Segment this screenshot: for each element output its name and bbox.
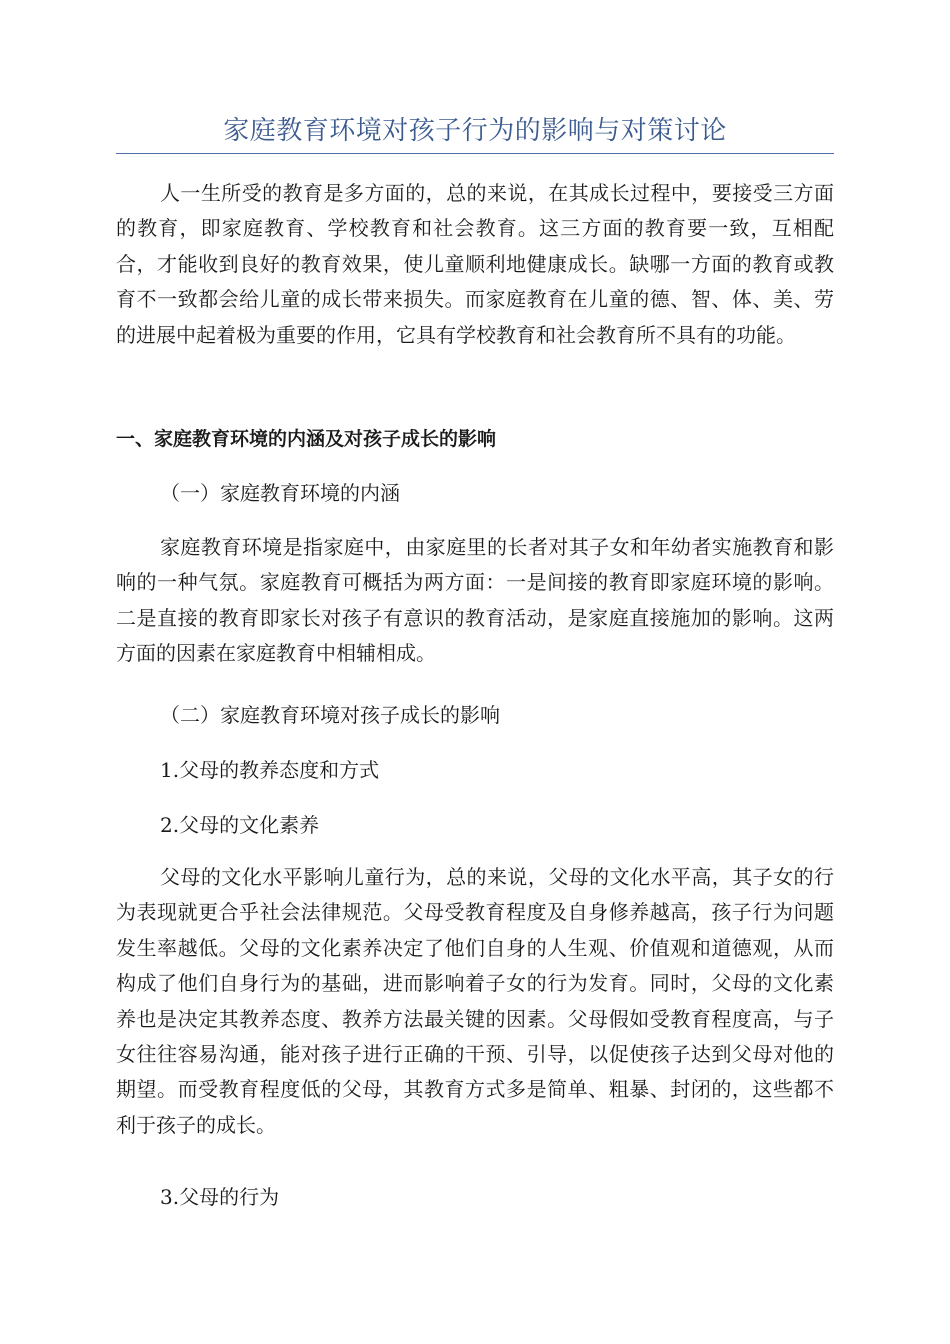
list-item-1: 1.父母的教养态度和方式 bbox=[160, 758, 380, 782]
subsection-heading-1: （一）家庭教育环境的内涵 bbox=[160, 481, 400, 505]
section-heading-1: 一、家庭教育环境的内涵及对孩子成长的影响 bbox=[116, 428, 497, 450]
list-item-3: 3.父母的行为 bbox=[160, 1185, 280, 1209]
title-underline bbox=[116, 153, 834, 154]
subsection-1-paragraph: 家庭教育环境是指家庭中，由家庭里的长者对其子女和年幼者实施教育和影响的一种气氛。家庭教育可概括为两方面：一是间接的教育即家庭环境的影响。二是直接的教育即家长对孩子有意识的教育活动，是家庭直接施加的影响。这两方面的因素在家庭教育中相辅相成。 bbox=[116, 535, 834, 666]
document-title: 家庭教育环境对孩子行为的影响与对策讨论 bbox=[223, 116, 727, 146]
subsection-heading-2: （二）家庭教育环境对孩子成长的影响 bbox=[160, 703, 500, 727]
list-item-2-paragraph: 父母的文化水平影响儿童行为，总的来说，父母的文化水平高，其子女的行为表现就更合乎社会法律规范。父母受教育程度及自身修养越高，孩子行为问题发生率越低。父母的文化素养决定了他们自身的人生观、价值观和道德观，从而构成了他们自身行为的基础，进而影响着子女的行为发育。同时，父母的文化素养也是决定其教养态度、教养方法最关键的因素。父母假如受教育程度高，与子女往往容易沟通，能对孩子进行正确的干预、引导，以促使孩子达到父母对他的期望。而受教育程度低的父母，其教育方式多是简单、粗暴、封闭的，这些都不利于孩子的成长。 bbox=[116, 865, 834, 1137]
list-item-2: 2.父母的文化素养 bbox=[160, 813, 320, 837]
intro-paragraph: 人一生所受的教育是多方面的，总的来说，在其成长过程中，要接受三方面的教育，即家庭教育、学校教育和社会教育。这三方面的教育要一致，互相配合，才能收到良好的教育效果，使儿童顺利地健康成长。缺哪一方面的教育或教育不一致都会给儿童的成长带来损失。而家庭教育在儿童的德、智、体、美、劳的进展中起着极为重要的作用，它具有学校教育和社会教育所不具有的功能。 bbox=[116, 181, 834, 347]
